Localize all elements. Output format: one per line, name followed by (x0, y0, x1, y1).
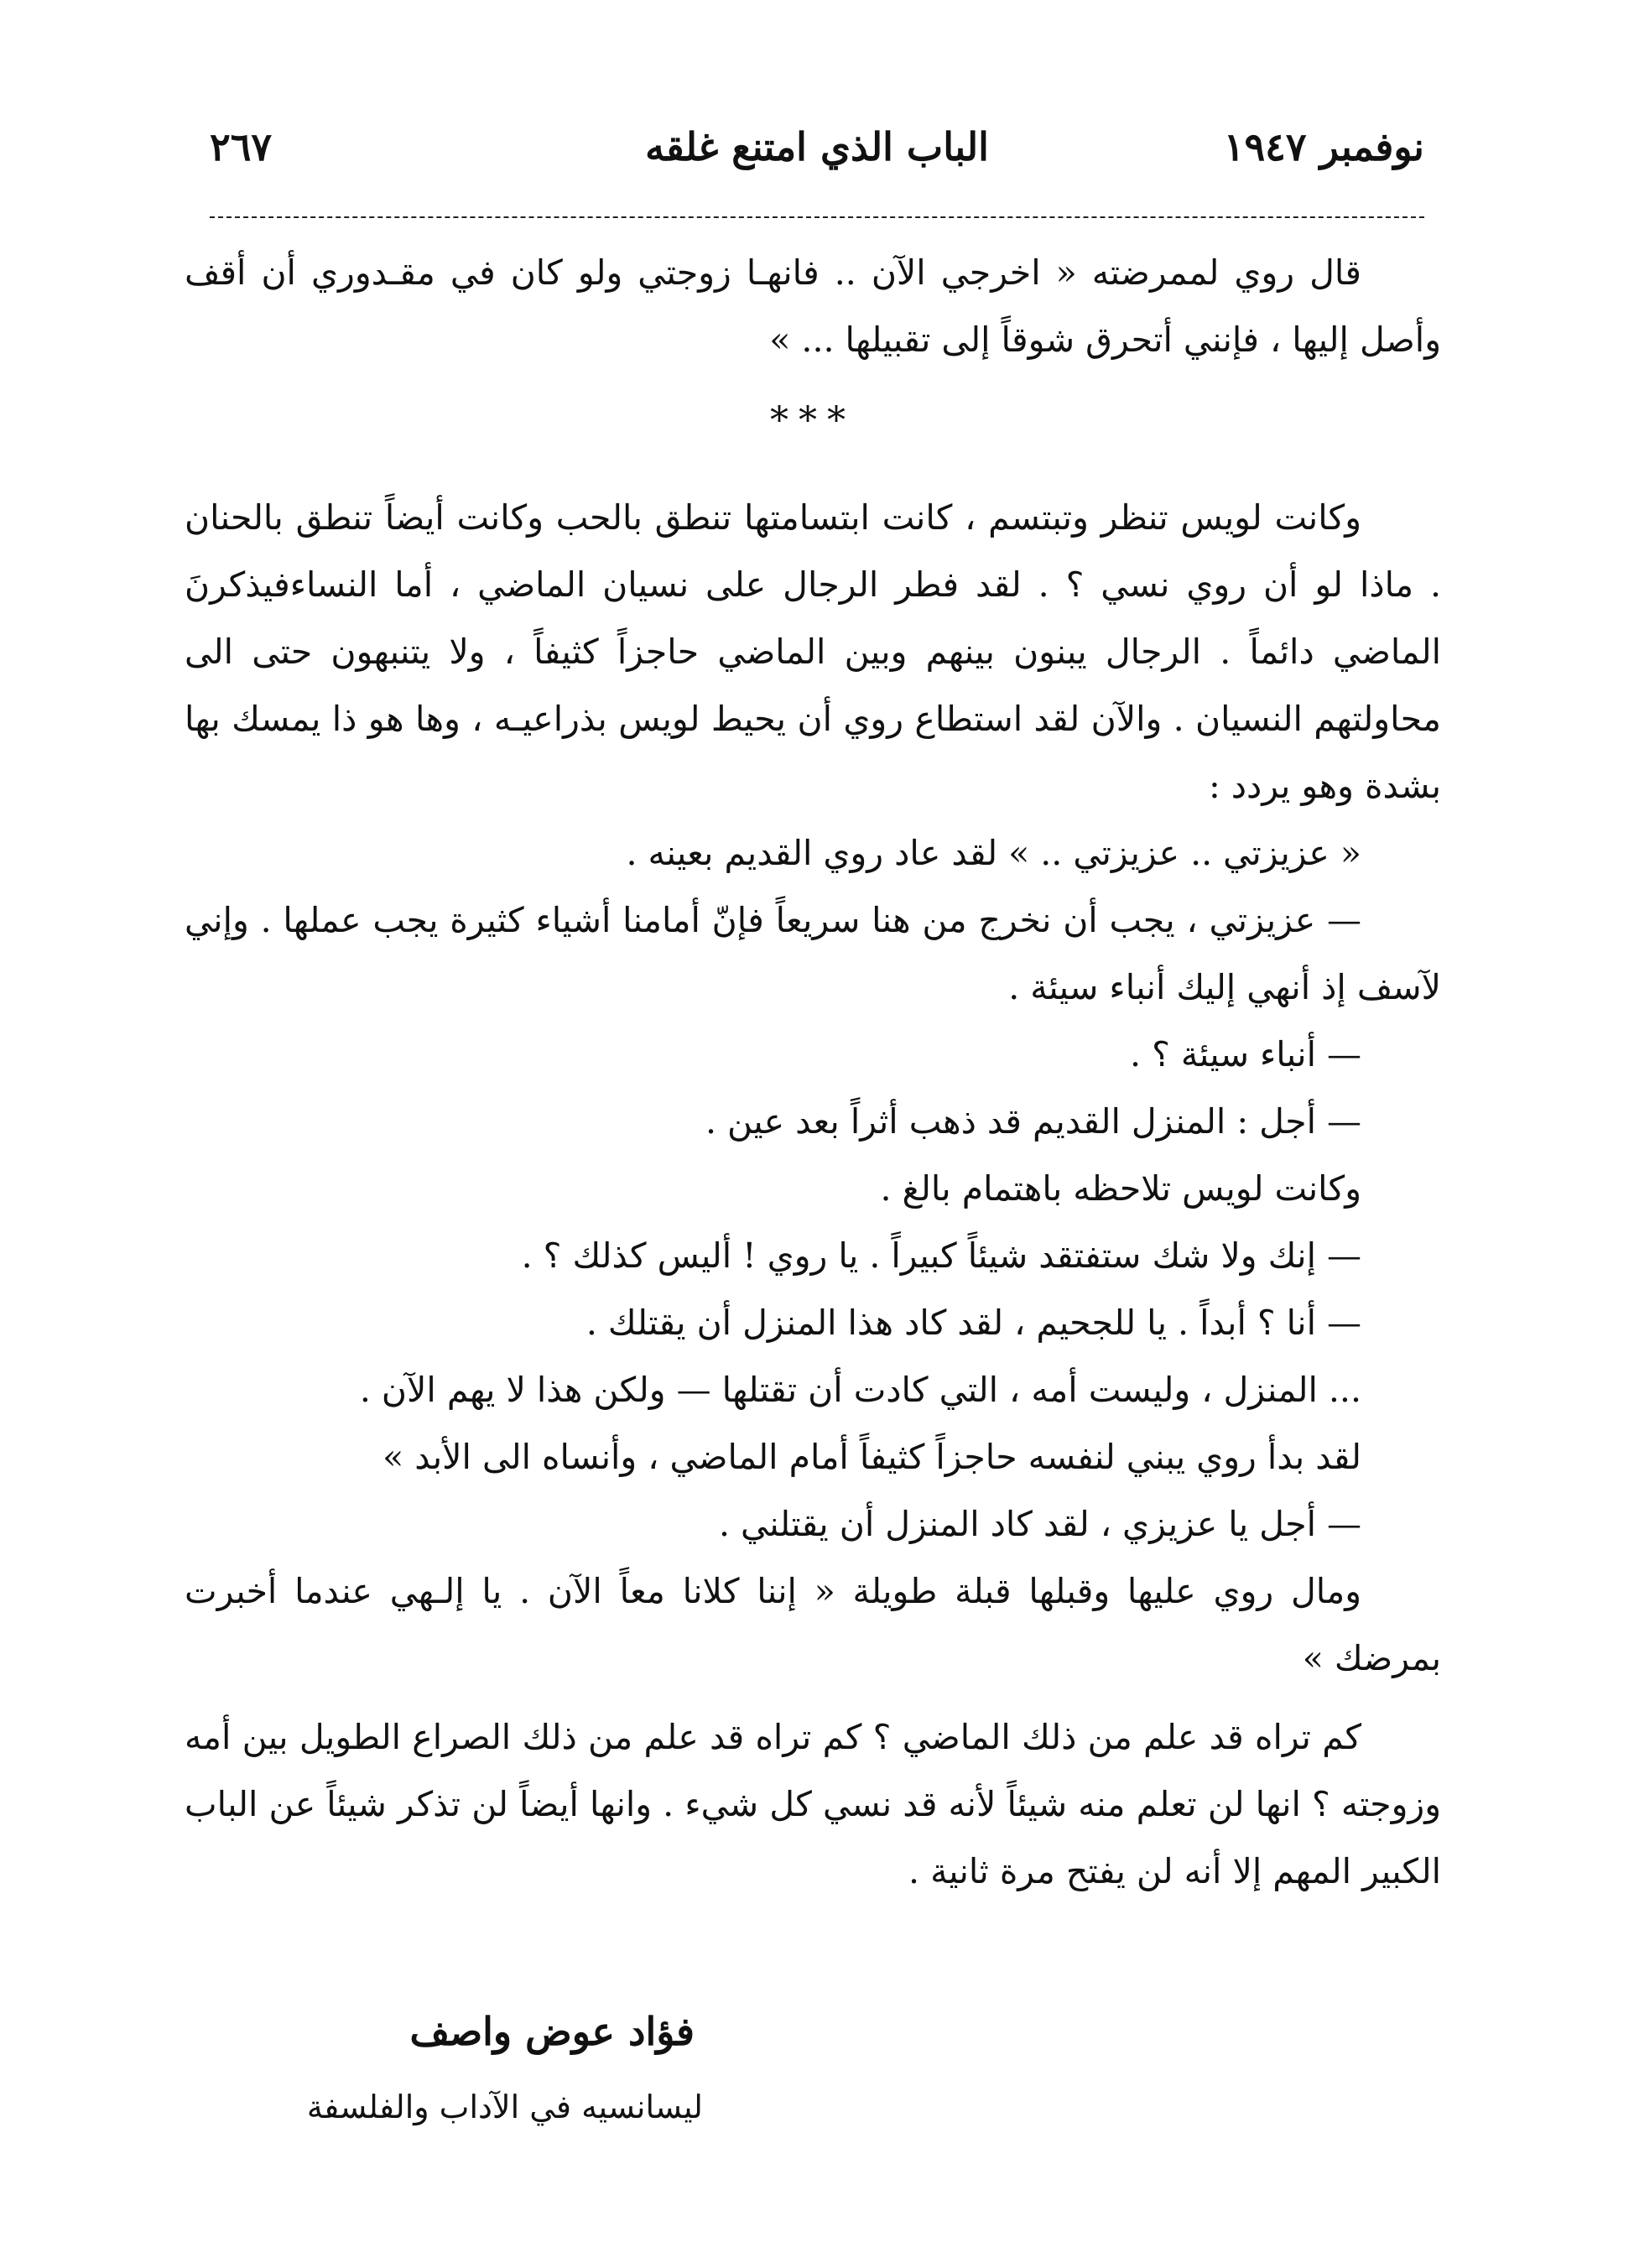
author-affiliation: ليسانسيه في الآداب والفلسفة (306, 2089, 703, 2125)
paragraph-1: قال روي لممرضته « اخرجي الآن .. فانهـا زوجتي ولو كان في مقـدوري أن أقف وأصل إليها ، فإنني أتحرق شوقاً إلى تقبيلها ... » (185, 252, 1441, 360)
dialogue-line-10: — أجل يا عزيزي ، لقد كاد المنزل أن يقتلني . (718, 1504, 1361, 1544)
header-divider (210, 216, 1424, 218)
running-header (210, 124, 1424, 183)
section-break: *** (770, 399, 856, 442)
paragraph-gap (185, 1692, 1441, 1704)
dialogue-line-1: « عزيزتي .. عزيزتي .. » لقد عاد روي القديم بعينه . (626, 833, 1361, 873)
dialogue-line-5: وكانت لويس تلاحظه باهتمام بالغ . (880, 1168, 1361, 1209)
dialogue-line-4: — أجل : المنزل القديم قد ذهب أثراً بعد عين . (705, 1101, 1361, 1142)
article-body (185, 239, 1441, 1905)
paragraph-2: وكانت لويس تنظر وتبتسم ، كانت ابتسامتها تنطق بالحب وكانت أيضاً تنطق بالحنان . ماذا لو أن روي نسي ؟ . لقد فطر الرجال على نسيان الماضي ، أما النساءفيذكرنَ الماضي دائماً . الرجال يبنون بينهم وبين الماضي حاجزاً كثيفاً ، ولا يتنبهون حتى الى محاولتهم النسيان . والآن لقد استطاع روي أن يحيط لويس بذراعيـه ، وها هو ذا يمسك بها بشدة وهو يردد : (185, 497, 1441, 806)
article-title: الباب الذي امتنع غلقه (645, 124, 989, 169)
paragraph-3: ومال روي عليها وقبلها قبلة طويلة « إننا كلانا معاً الآن . يا إلـهي عندما أخبرت بمرضك » (185, 1571, 1441, 1678)
dialogue-line-7: — أنا ؟ أبداً . يا للجحيم ، لقد كاد هذا المنزل أن يقتلك . (585, 1303, 1361, 1343)
page-number: ٢٦٧ (210, 124, 273, 169)
issue-date: نوفمبر ١٩٤٧ (1223, 124, 1424, 169)
dialogue-line-2: — عزيزتي ، يجب أن نخرج من هنا سريعاً فإنّ أمامنا أشياء كثيرة يجب عملها . وإني لآسف إذ أنهي إليك أنباء سيئة . (185, 900, 1441, 1007)
dialogue-line-3: — أنباء سيئة ؟ . (1130, 1034, 1361, 1074)
dialogue-line-6: — إنك ولا شك ستفتقد شيئاً كبيراً . يا روي ! أليس كذلك ؟ . (521, 1235, 1361, 1276)
paragraph-4: كم تراه قد علم من ذلك الماضي ؟ كم تراه قد علم من ذلك الصراع الطويل بين أمه وزوجته ؟ انها لن تعلم منه شيئاً لأنه قد نسي كل شيء . وانها أيضاً لن تذكر شيئاً عن الباب الكبير المهم إلا أنه لن يفتح مرة ثانية . (185, 1717, 1441, 1891)
dialogue-line-9: لقد بدأ روي يبني لنفسه حاجزاً كثيفاً أمام الماضي ، وأنساه الى الأبد » (382, 1437, 1361, 1477)
author-name: فؤاد عوض واصف (409, 2009, 695, 2054)
dialogue-line-8: ... المنزل ، وليست أمه ، التي كادت أن تقتلها — ولكن هذا لا يهم الآن . (359, 1370, 1361, 1410)
